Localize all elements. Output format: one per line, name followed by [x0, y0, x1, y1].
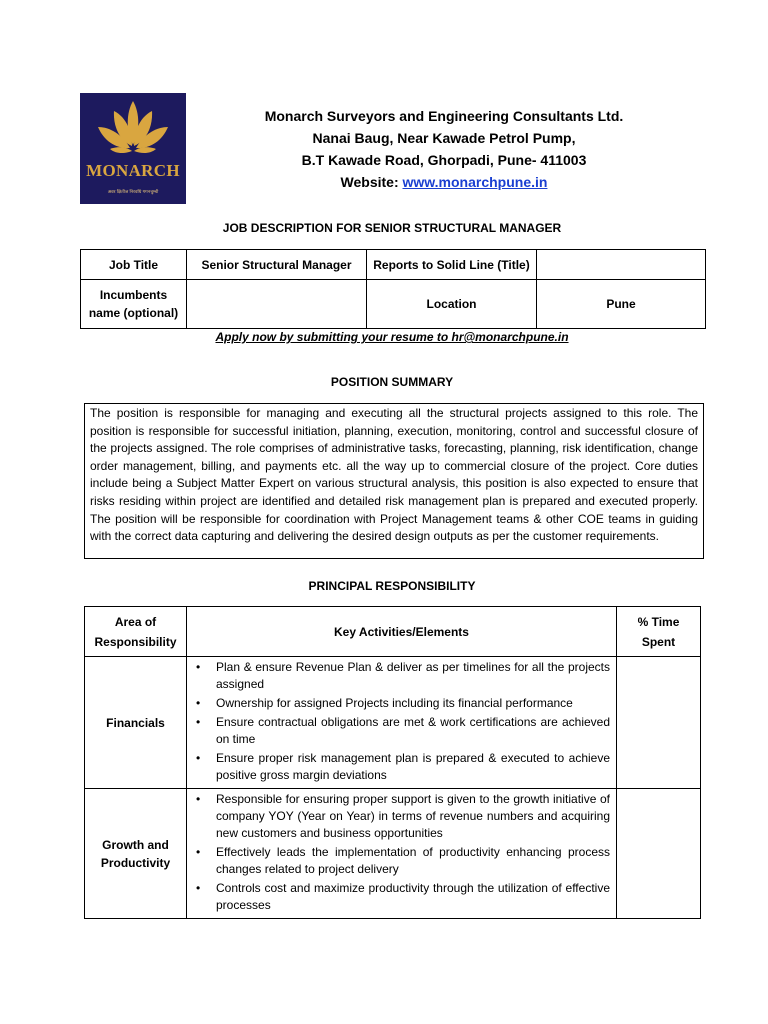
job-info-row	[81, 250, 706, 280]
area-financials: Financials	[85, 657, 187, 789]
reports-to-label: Reports to Solid Line (Title)	[367, 250, 537, 280]
list-item: • Ensure contractual obligations are met & work certifications are achieved on time	[191, 714, 610, 748]
position-summary-box: The position is responsible for managing and executing all the structural projects assigned to this role. The position is responsible for successful initiation, planning, execution, monitoring, control and successful closure of the projects assigned. The role comprises of administrative tasks, forecasting, planning, risk identification, change order management, billing, and payments etc. all the way up to commercial closure of the project. Core duties include being a Subject Matter Expert on various structural analysis, this position is also expected to ensure that risks residing within project are identified and detailed risk management plan is prepared and executed properly. The position will be responsible for coordination with Project Management teams & other COE teams in guiding with the correct data capturing and delivering the desired design outputs as per the customer requirements.	[84, 403, 704, 559]
principal-responsibility-title: PRINCIPAL RESPONSIBILITY	[308, 579, 476, 593]
job-title-value: Senior Structural Manager	[187, 250, 367, 280]
location-value: Pune	[537, 280, 706, 329]
position-summary-title: POSITION SUMMARY	[330, 375, 454, 389]
responsibility-table	[84, 606, 701, 919]
logo-brand-text: MONARCH	[86, 161, 180, 180]
website-label: Website:	[340, 174, 399, 190]
job-description-title: JOB DESCRIPTION FOR SENIOR STRUCTURAL MANAGER	[222, 221, 562, 235]
lotus-icon	[80, 93, 186, 163]
list-item: • Plan & ensure Revenue Plan & deliver as per timelines for all the projects assigned	[191, 659, 610, 693]
reports-to-value	[537, 250, 706, 280]
apply-instructions: Apply now by submitting your resume to hr@monarchpune.in	[215, 330, 569, 344]
activities-list	[191, 791, 610, 914]
logo-tagline: अवर क्षितीज निरवधि गगनचुम्बी	[107, 189, 159, 194]
header-activities: Key Activities/Elements	[187, 607, 617, 657]
website-line	[200, 171, 688, 193]
incumbents-label: Incumbents name (optional)	[81, 280, 187, 329]
job-info-table	[80, 249, 706, 329]
address-line-2: B.T Kawade Road, Ghorpadi, Pune- 411003	[301, 152, 587, 168]
list-item: • Ownership for assigned Projects including its financial performance	[191, 695, 610, 712]
address-line-1: Nanai Baug, Near Kawade Petrol Pump,	[312, 130, 576, 146]
area-growth-productivity: Growth and Productivity	[85, 789, 187, 919]
company-name: Monarch Surveyors and Engineering Consultants Ltd.	[264, 108, 624, 124]
company-logo	[80, 93, 186, 204]
company-header	[200, 105, 688, 193]
list-item: • Ensure proper risk management plan is prepared & executed to achieve positive gross margin deviations	[191, 750, 610, 784]
job-title-label: Job Title	[81, 250, 187, 280]
responsibility-header-row	[85, 607, 701, 657]
activities-cell	[187, 789, 617, 919]
time-spent-cell	[617, 657, 701, 789]
list-item: • Controls cost and maximize productivity through the utilization of effective processes	[191, 880, 610, 914]
incumbents-value	[187, 280, 367, 329]
activities-cell	[187, 657, 617, 789]
table-row	[85, 789, 701, 919]
time-spent-cell	[617, 789, 701, 919]
activities-list	[191, 659, 610, 784]
location-label: Location	[367, 280, 537, 329]
list-item: • Effectively leads the implementation of productivity enhancing process changes related to project delivery	[191, 844, 610, 878]
header-time: % Time Spent	[617, 607, 701, 657]
website-link[interactable]: www.monarchpune.in	[402, 174, 548, 190]
table-row	[85, 657, 701, 789]
job-info-row	[81, 280, 706, 329]
list-item: • Responsible for ensuring proper support is given to the growth initiative of company YOY (Year on Year) in terms of revenue numbers and acquiring new customers and business opportunities	[191, 791, 610, 842]
header-area: Area of Responsibility	[85, 607, 187, 657]
